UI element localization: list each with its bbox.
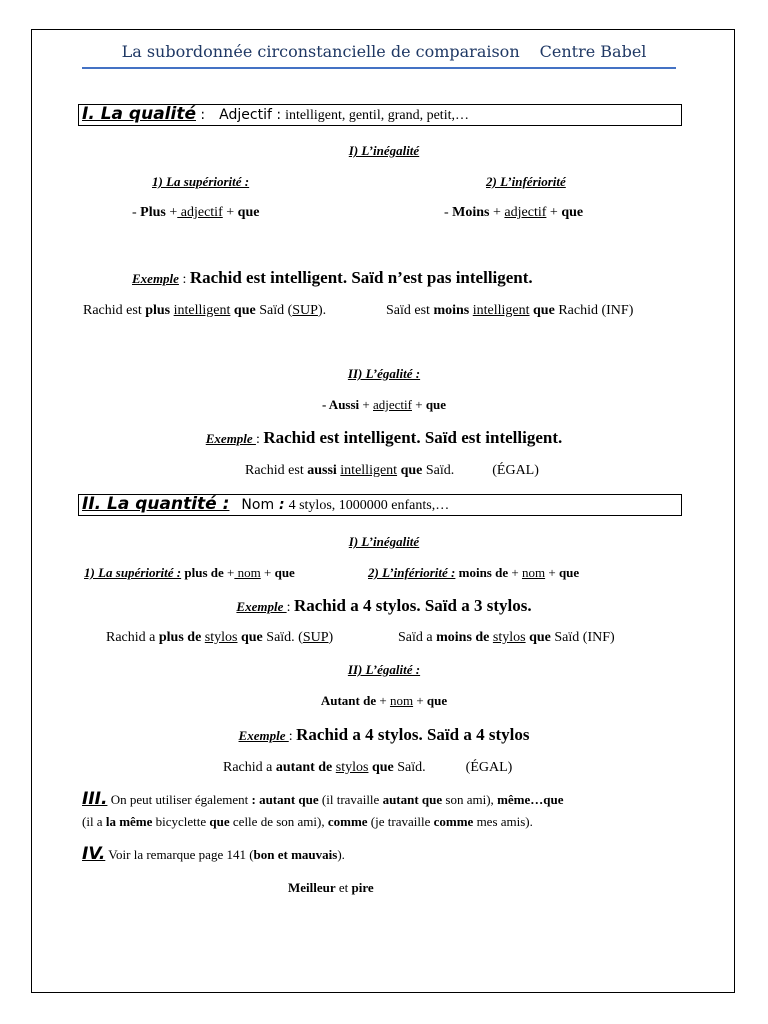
quantity-superiorite-formula: 1) La supériorité : plus de + nom + que (84, 565, 295, 580)
section-quality-examples: intelligent, gentil, grand, petit,… (285, 108, 469, 123)
inegalite-heading: I) L’inégalité (348, 143, 420, 158)
example-label: Exemple (238, 728, 289, 743)
quality-example-inf: Saïd est moins intelligent que Rachid (INF) (386, 303, 634, 318)
quality-example-egal: Rachid est aussi intelligent que Saïd. (ÉGAL) (245, 463, 539, 478)
section-quality-heading: I. La qualité : Adjectif : intelligent, gentil, grand, petit,… (82, 104, 469, 124)
superiorite-heading: 1) La supériorité : (152, 174, 250, 189)
section-three-line1: III. On peut utiliser également : autant que (il travaille autant que son ami), même…que (82, 789, 564, 809)
example-label: Exemple (132, 271, 179, 286)
section-quantity-examples: 4 stylos, 1000000 enfants,… (288, 498, 450, 513)
section-four-line2: Meilleur et pire (288, 880, 374, 895)
section-four-line1: IV. Voir la remarque page 141 (bon et mauvais). (82, 844, 345, 864)
inferiorite-formula: - Moins + adjectif + que (444, 205, 584, 220)
quantity-inegalite-heading: I) L’inégalité (348, 534, 420, 549)
superiorite-formula: - Plus + adjectif + que (132, 205, 260, 220)
egalite-formula: - Aussi + adjectif + que (321, 397, 447, 412)
quantity-example-inf: Saïd a moins de stylos que Saïd (INF) (398, 630, 615, 645)
section-three-title: III. (82, 789, 108, 809)
section-quantity-heading: II. La quantité : Nom : 4 stylos, 1000000 enfants,… (82, 494, 450, 514)
section-four-title: IV. (82, 844, 106, 864)
section-quantity-label: Nom (241, 497, 275, 513)
quantity-inferiorite-formula: 2) L’infériorité : moins de + nom + que (368, 565, 580, 580)
section-quantity-title: II. La quantité : (82, 494, 230, 514)
quality-example-2: Exemple : Rachid est intelligent. Saïd est intelligent. (205, 428, 563, 447)
quantity-example-1: Exemple : Rachid a 4 stylos. Saïd a 3 stylos. (236, 596, 532, 615)
header-org: Centre Babel (539, 42, 647, 61)
quality-example-sup: Rachid est plus intelligent que Saïd (SUP). (83, 303, 327, 318)
example-label: Exemple (236, 599, 287, 614)
quantity-example-2: Exemple : Rachid a 4 stylos. Saïd a 4 stylos (238, 725, 530, 744)
quantity-egalite-heading: II) L’égalité : (347, 662, 421, 677)
header-rule (82, 67, 676, 69)
section-quality-title: I. La qualité (82, 104, 196, 124)
egalite-heading: II) L’égalité : (347, 366, 421, 381)
example-label: Exemple (205, 431, 256, 446)
inferiorite-heading: 2) L’infériorité (486, 174, 566, 189)
page-header (0, 42, 768, 61)
header-title: La subordonnée circonstancielle de comparaison (121, 42, 520, 61)
quantity-example-sup: Rachid a plus de stylos que Saïd. (SUP) (106, 630, 334, 645)
quality-example-1: Exemple : Rachid est intelligent. Saïd n’est pas intelligent. (132, 268, 533, 287)
section-quality-label: Adjectif : (219, 107, 282, 123)
section-three-line2: (il a la même bicyclette que celle de son ami), comme (je travaille comme mes amis). (82, 814, 533, 829)
quantity-example-egal: Rachid a autant de stylos que Saïd. (ÉGAL) (223, 760, 513, 775)
quantity-egalite-formula: Autant de + nom + que (320, 693, 448, 708)
